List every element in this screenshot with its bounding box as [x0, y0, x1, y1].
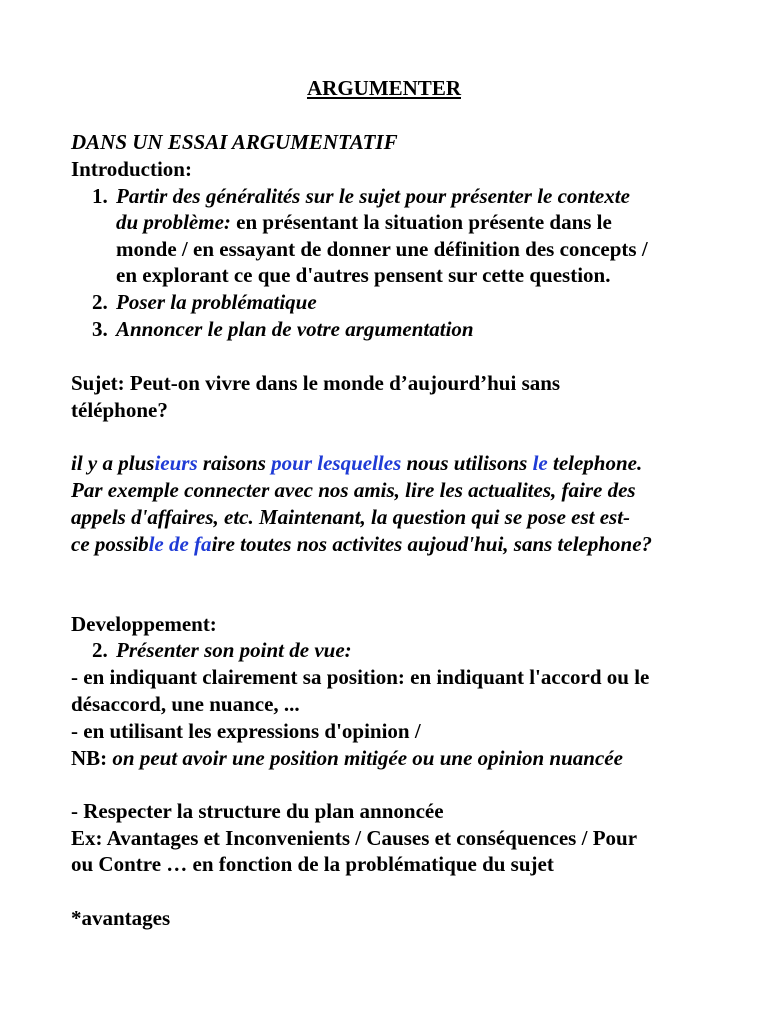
list-number-3: 3.	[92, 317, 108, 341]
development-bullet-2: - en utilisant les expressions d'opinion /	[71, 719, 421, 743]
list-number-1: 1.	[92, 184, 108, 208]
example-line-2: ou Contre … en fonction de la problématique du sujet	[71, 852, 554, 876]
intro-item-1-line-1: Partir des généralités sur le sujet pour présenter le contexte	[116, 184, 630, 208]
development-label: Developpement:	[71, 612, 217, 636]
answer-line-4: ce possible de faire toutes nos activites aujoud'hui, sans telephone?	[71, 532, 653, 556]
development-bullet-1-line-2: désaccord, une nuance, ...	[71, 692, 300, 716]
development-bullet-3: - Respecter la structure du plan annoncée	[71, 799, 444, 823]
intro-item-2: Poser la problématique	[116, 290, 317, 314]
subject-line-1: Sujet: Peut-on vivre dans le monde d’aujourd’hui sans	[71, 371, 561, 395]
document-title: ARGUMENTER	[306, 76, 461, 100]
development-item-2: Présenter son point de vue:	[116, 638, 352, 662]
answer-line-3: appels d'affaires, etc. Maintenant, la question qui se pose est est-	[71, 505, 631, 529]
intro-item-3: Annoncer le plan de votre argumentation	[116, 317, 474, 341]
nb-note: NB: on peut avoir une position mitigée ou une opinion nuancée	[71, 746, 623, 770]
answer-line-1: il y a plusieurs raisons pour lesquelles nous utilisons le telephone.	[71, 451, 643, 475]
list-number-2: 2.	[92, 290, 108, 314]
intro-item-1-line-2: du problème: en présentant la situation présente dans le	[116, 210, 612, 234]
intro-item-1-line-4: en explorant ce que d'autres pensent sur cette question.	[116, 263, 611, 287]
section-heading: DANS UN ESSAI ARGUMENTATIF	[71, 130, 398, 154]
development-number-2: 2.	[92, 638, 108, 662]
avantages-label: *avantages	[71, 906, 171, 930]
intro-item-1-line-3: monde / en essayant de donner une définition des concepts /	[116, 237, 648, 261]
subject-line-2: téléphone?	[71, 398, 168, 422]
example-line-1: Ex: Avantages et Inconvenients / Causes et conséquences / Pour	[71, 826, 638, 850]
development-bullet-1-line-1: - en indiquant clairement sa position: en indiquant l'accord ou le	[71, 665, 650, 689]
answer-line-2: Par exemple connecter avec nos amis, lire les actualites, faire des	[71, 478, 636, 502]
intro-label: Introduction:	[71, 157, 192, 181]
